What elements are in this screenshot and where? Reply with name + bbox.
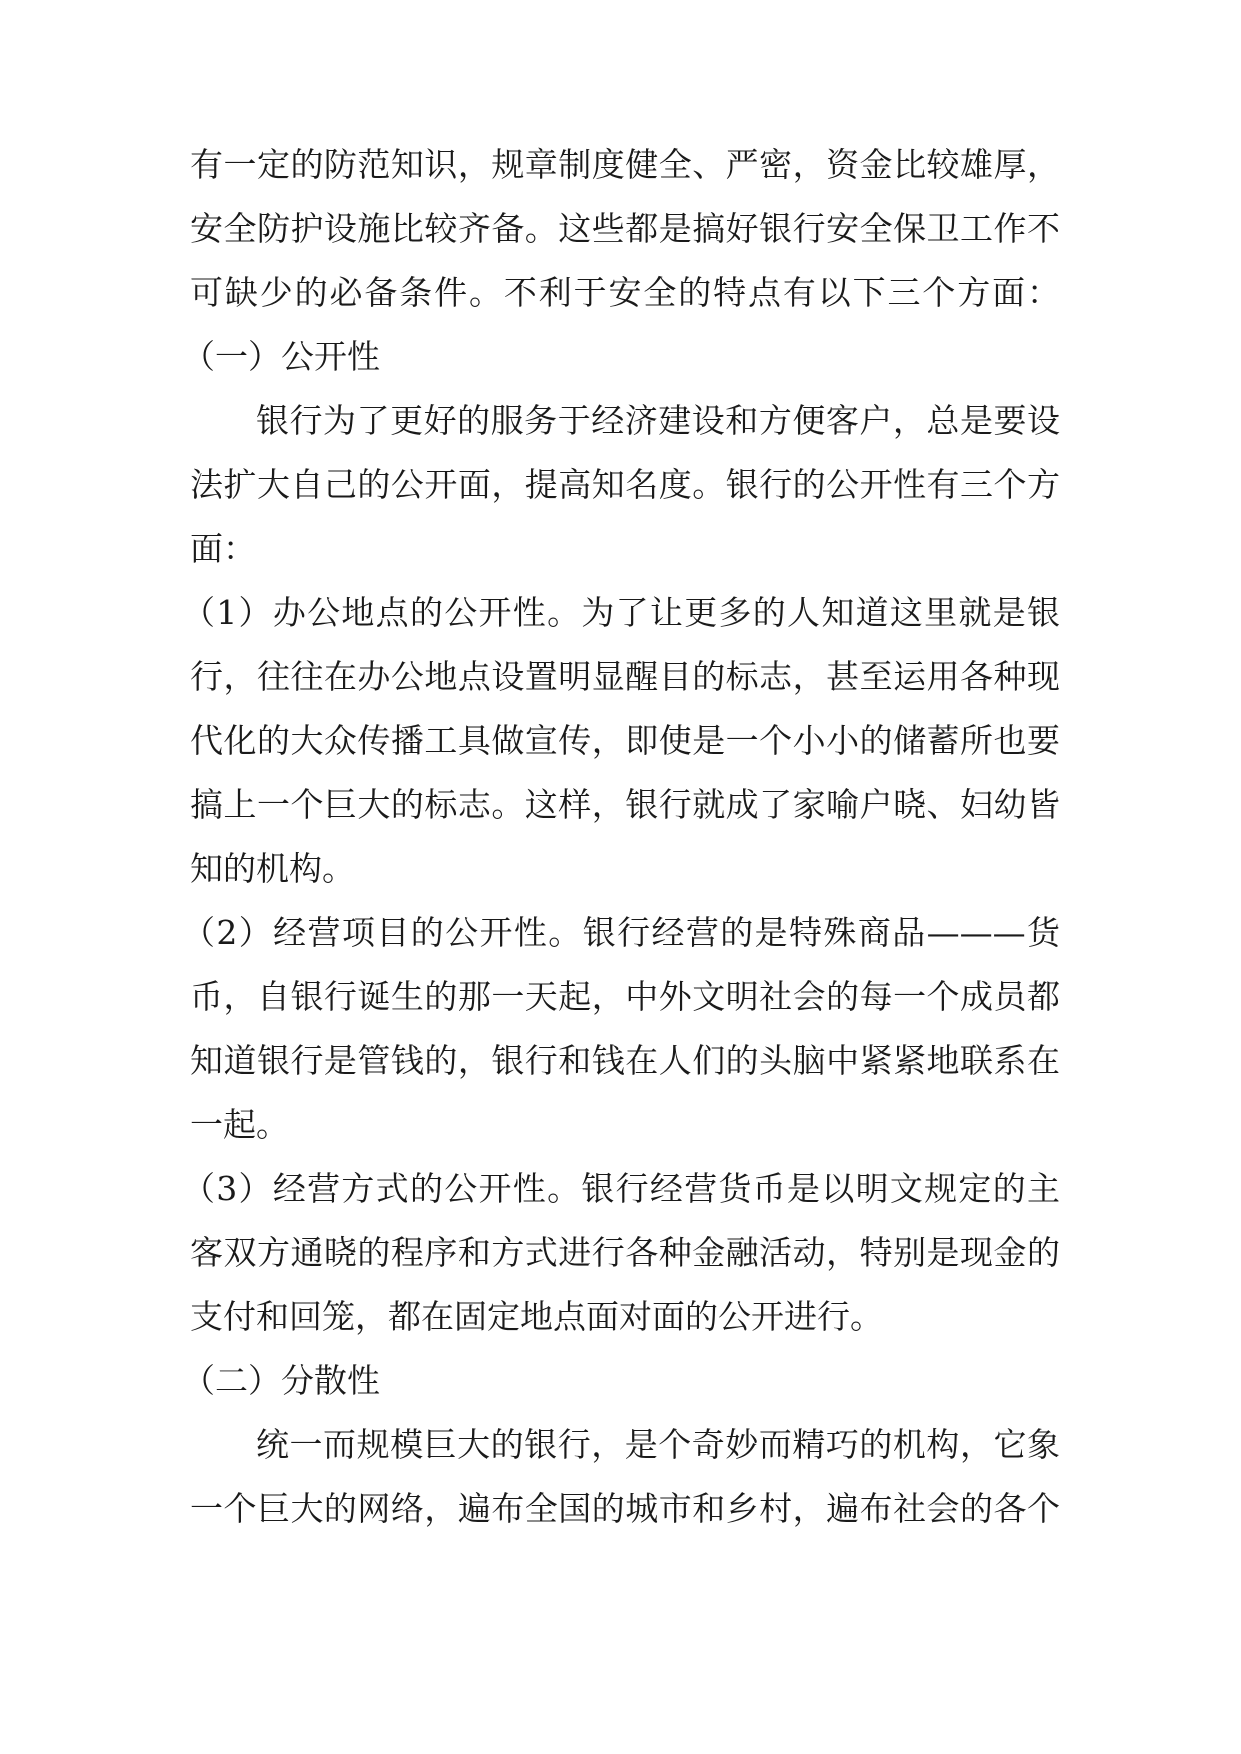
body-text-line: 安全防护设施比较齐备。这些都是搞好银行安全保卫工作不 [190,209,1060,248]
body-text-line: 币，自银行诞生的那一天起，中外文明社会的每一个成员都 [190,977,1060,1016]
body-text-line: 可缺少的必备条件。不利于安全的特点有以下三个方面： [190,273,1060,312]
list-item-first-line: （3）经营方式的公开性。银行经营货币是以明文规定的主 [182,1169,1060,1208]
paragraph-first-line: 银行为了更好的服务于经济建设和方便客户，总是要设 [256,401,1060,440]
body-text-line: 客双方通晓的程序和方式进行各种金融活动，特别是现金的 [190,1233,1060,1272]
body-text-line: 支付和回笼，都在固定地点面对面的公开进行。 [190,1297,883,1336]
body-text-line: 法扩大自己的公开面，提高知名度。银行的公开性有三个方 [190,465,1060,504]
body-text-line: 搞上一个巨大的标志。这样，银行就成了家喻户晓、妇幼皆 [190,785,1060,824]
body-text-line: 一个巨大的网络，遍布全国的城市和乡村，遍布社会的各个 [190,1489,1060,1528]
body-text-line: 行，往往在办公地点设置明显醒目的标志，甚至运用各种现 [190,657,1060,696]
list-item-first-line: （2）经营项目的公开性。银行经营的是特殊商品———货 [182,913,1060,952]
body-text-line: 面： [190,529,256,568]
body-text-line: 知的机构。 [190,849,355,888]
body-text-line: 知道银行是管钱的，银行和钱在人们的头脑中紧紧地联系在 [190,1041,1060,1080]
section-heading-openness: （一）公开性 [182,337,380,376]
paragraph-first-line: 统一而规模巨大的银行，是个奇妙而精巧的机构，它象 [256,1425,1060,1464]
section-heading-dispersion: （二）分散性 [182,1361,380,1400]
body-text-line: 有一定的防范知识，规章制度健全、严密，资金比较雄厚， [190,145,1060,184]
body-text-line: 一起。 [190,1105,289,1144]
list-item-first-line: （1）办公地点的公开性。为了让更多的人知道这里就是银 [182,593,1060,632]
body-text-line: 代化的大众传播工具做宣传，即使是一个小小的储蓄所也要 [190,721,1060,760]
